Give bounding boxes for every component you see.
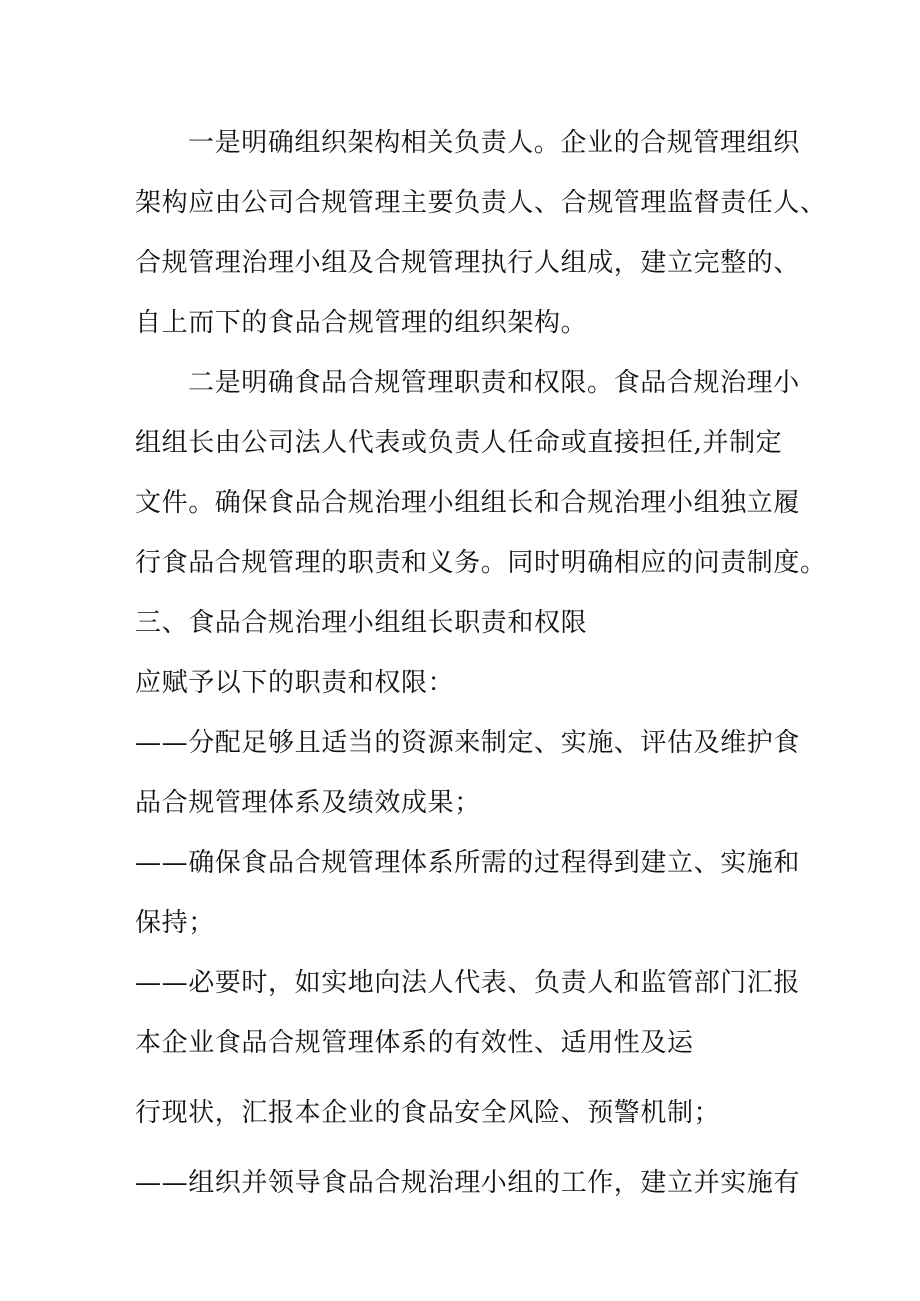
paragraph-1-line-1: 一是明确组织架构相关负责人。企业的合规管理组织 bbox=[188, 128, 800, 158]
list-item-3-line-3: 行现状，汇报本企业的食品安全风险、预警机制； bbox=[135, 1098, 721, 1128]
list-item-4-line-1: ——组织并领导食品合规治理小组的工作，建立并实施有 bbox=[135, 1168, 801, 1198]
section-heading: 三、食品合规治理小组组长职责和权限 bbox=[135, 608, 588, 638]
intro-line: 应赋予以下的职责和权限： bbox=[135, 668, 455, 698]
paragraph-1-line-3: 合规管理治理小组及合规管理执行人组成，建立完整的、 bbox=[135, 248, 801, 278]
paragraph-1-line-4: 自上而下的食品合规管理的组织架构。 bbox=[135, 308, 588, 338]
paragraph-2-line-1: 二是明确食品合规管理职责和权限。食品合规治理小 bbox=[188, 368, 800, 398]
list-item-2-line-2: 保持； bbox=[135, 908, 215, 938]
list-item-3-line-1: ——必要时，如实地向法人代表、负责人和监管部门汇报 bbox=[135, 968, 801, 998]
list-item-2-line-1: ——确保食品合规管理体系所需的过程得到建立、实施和 bbox=[135, 848, 801, 878]
list-item-1-line-2: 品合规管理体系及绩效成果； bbox=[135, 788, 481, 818]
list-item-3-line-2: 本企业食品合规管理体系的有效性、适用性及运 bbox=[135, 1028, 694, 1058]
list-item-1-line-1: ——分配足够且适当的资源来制定、实施、评估及维护食 bbox=[135, 728, 801, 758]
paragraph-2-line-2: 组组长由公司法人代表或负责人任命或直接担任,并制定 bbox=[135, 428, 783, 458]
paragraph-2-line-3: 文件。确保食品合规治理小组组长和合规治理小组独立履 bbox=[135, 488, 801, 518]
paragraph-1-line-2: 架构应由公司合规管理主要负责人、合规管理监督责任人、 bbox=[135, 188, 827, 218]
paragraph-2-line-4: 行食品合规管理的职责和义务。同时明确相应的问责制度。 bbox=[135, 548, 827, 578]
